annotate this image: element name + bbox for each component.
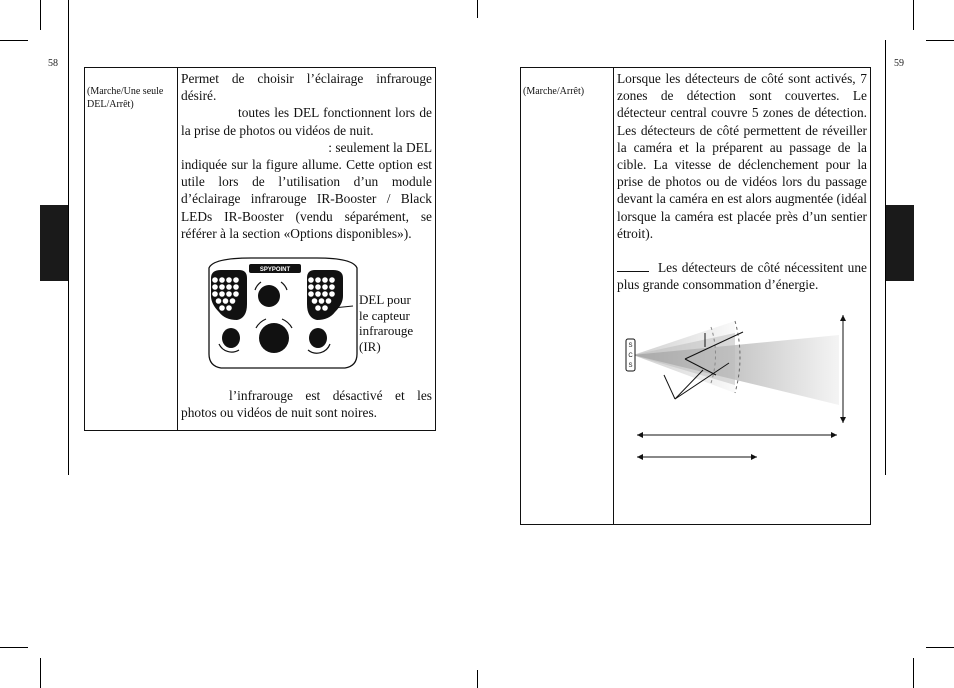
callout-line: (IR)	[359, 338, 381, 354]
left-settings-table	[84, 67, 436, 431]
right-edge-tab	[886, 205, 914, 281]
ir-led-callout	[359, 292, 413, 354]
crop-mark	[913, 658, 914, 688]
callout-line: infrarouge	[359, 323, 414, 339]
left-para-2: toutes les DEL fonctionnent lors de la prise de photos ou vidéos de nuit.	[181, 105, 432, 138]
left-row-label-cell	[85, 68, 178, 431]
callout-line: le capteur	[359, 307, 410, 323]
note-underline	[617, 262, 649, 272]
left-para-4: l’infrarouge est désactivé et les photos ou vidéos de nuit sont noires.	[181, 388, 432, 421]
crop-mark	[913, 0, 914, 30]
crop-mark	[926, 40, 954, 41]
crop-mark	[0, 647, 28, 648]
crop-mark	[40, 658, 41, 688]
left-para-3: indiquée sur la figure allume. Cette option est utile lors de l’utilisation d’un module d’éclairage infrarouge IR-Booster / Black LEDs IR-Booster (vendu séparément, se référer à la section «Options disponibles»).	[181, 157, 432, 241]
right-para-2: Les détecteurs de côté nécessitent une plus grande consommation d’énergie.	[617, 260, 867, 293]
crop-mark	[68, 0, 69, 475]
crop-mark	[477, 670, 478, 688]
led-panel-figure	[181, 256, 432, 384]
right-para-2-wrap	[617, 259, 867, 293]
right-description-cell	[614, 68, 871, 525]
left-edge-tab	[40, 205, 68, 281]
left-para-3-prefix: : seulement la DEL	[328, 139, 432, 155]
sensor-letter-c: C	[628, 353, 633, 360]
right-settings-table	[520, 67, 871, 525]
callout-line: DEL pour	[359, 292, 411, 308]
left-para-1: Permet de choisir l’éclairage infrarouge désiré.	[181, 71, 432, 104]
crop-mark	[477, 0, 478, 18]
left-description-cell	[178, 68, 436, 431]
detection-zones-diagram	[617, 315, 867, 475]
right-row-label: (Marche/Arrêt)	[523, 86, 585, 97]
sensor-letter-s-bottom: S	[628, 363, 633, 370]
left-row-label: (Marche/Une seule DEL/Arrêt)	[87, 86, 164, 110]
page-number-left: 58	[48, 58, 58, 69]
crop-mark	[40, 0, 41, 30]
right-row-label-cell	[521, 68, 614, 525]
sensor-letter-s-top: S	[628, 343, 633, 350]
crop-mark	[926, 647, 954, 648]
right-para-1: Lorsque les détecteurs de côté sont activés, 7 zones de détection sont couvertes. Le détecteur central couvre 5 zones de détection. Les détecteurs de côté permettent de réveiller la caméra et la préparent au passage de la cible. La vitesse de déclenchement pour la prise de photos ou de vidéos lors du passage devant la caméra en est alors augmentée (idéal lorsque la caméra est placée près d’un sentier étroit).	[617, 71, 867, 241]
crop-mark	[0, 40, 28, 41]
spypoint-logo-text: SPYPOINT	[259, 267, 291, 274]
page-number-right: 59	[894, 58, 904, 69]
